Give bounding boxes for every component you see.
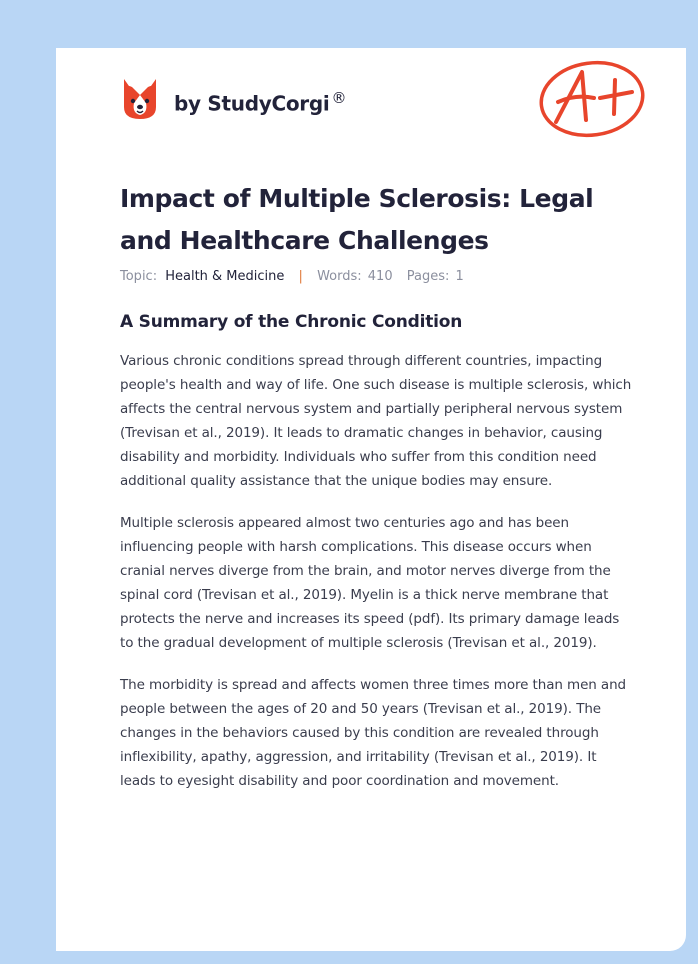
- meta-separator: |: [298, 269, 303, 284]
- a-plus-icon: [536, 58, 648, 140]
- paragraph-2: Multiple sclerosis appeared almost two centuries ago and has been influencing people with harsh complications. This disease occurs when cranial nerves diverge from the brain, and motor nerves diverge from the spinal cord (Trevisan et al., 2019). Myelin is a thick nerve membrane that protects the nerve and increases its speed (pdf). Its primary damage leads to the gradual development of multiple sclerosis (Trevisan et al., 2019).: [120, 515, 620, 651]
- words-count: 410: [367, 269, 393, 284]
- studycorgi-logo[interactable]: [120, 76, 346, 122]
- brand-name: by StudyCorgi ®: [174, 88, 347, 116]
- article-body: [120, 349, 636, 811]
- paragraph-1: Various chronic conditions spread through different countries, impacting people's health and way of life. One such disease is multiple sclerosis, which affects the central nervous system and partially peripheral nervous system (Trevisan et al., 2019). It leads to dramatic changes in behavior, causing disability and morbidity. Individuals who suffer from this condition need additional quality assistance that the unique bodies may ensure.: [120, 353, 632, 489]
- pages-label: Pages:: [406, 269, 450, 284]
- topic-label: Topic:: [120, 269, 158, 284]
- article-meta: [120, 269, 464, 284]
- pages-count: 1: [455, 269, 464, 284]
- grade-badge: [536, 58, 648, 144]
- registered-mark: ®: [331, 88, 347, 107]
- paragraph-3: The morbidity is spread and affects women three times more than men and people between the ages of 20 and 50 years (Trevisan et al., 2019). The changes in the behaviors caused by this condition are revealed through inflexibility, apathy, aggression, and irritability (Trevisan et al., 2019). It leads to eyesight disability and poor coordination and movement.: [120, 677, 627, 789]
- section-heading: A Summary of the Chronic Condition: [120, 312, 463, 332]
- words-label: Words:: [317, 269, 362, 284]
- document-page: [56, 48, 686, 951]
- topic-link[interactable]: Health & Medicine: [165, 269, 285, 284]
- corgi-icon: [120, 77, 160, 121]
- article-title: Impact of Multiple Sclerosis: Legal and Healthcare Challenges: [120, 184, 594, 255]
